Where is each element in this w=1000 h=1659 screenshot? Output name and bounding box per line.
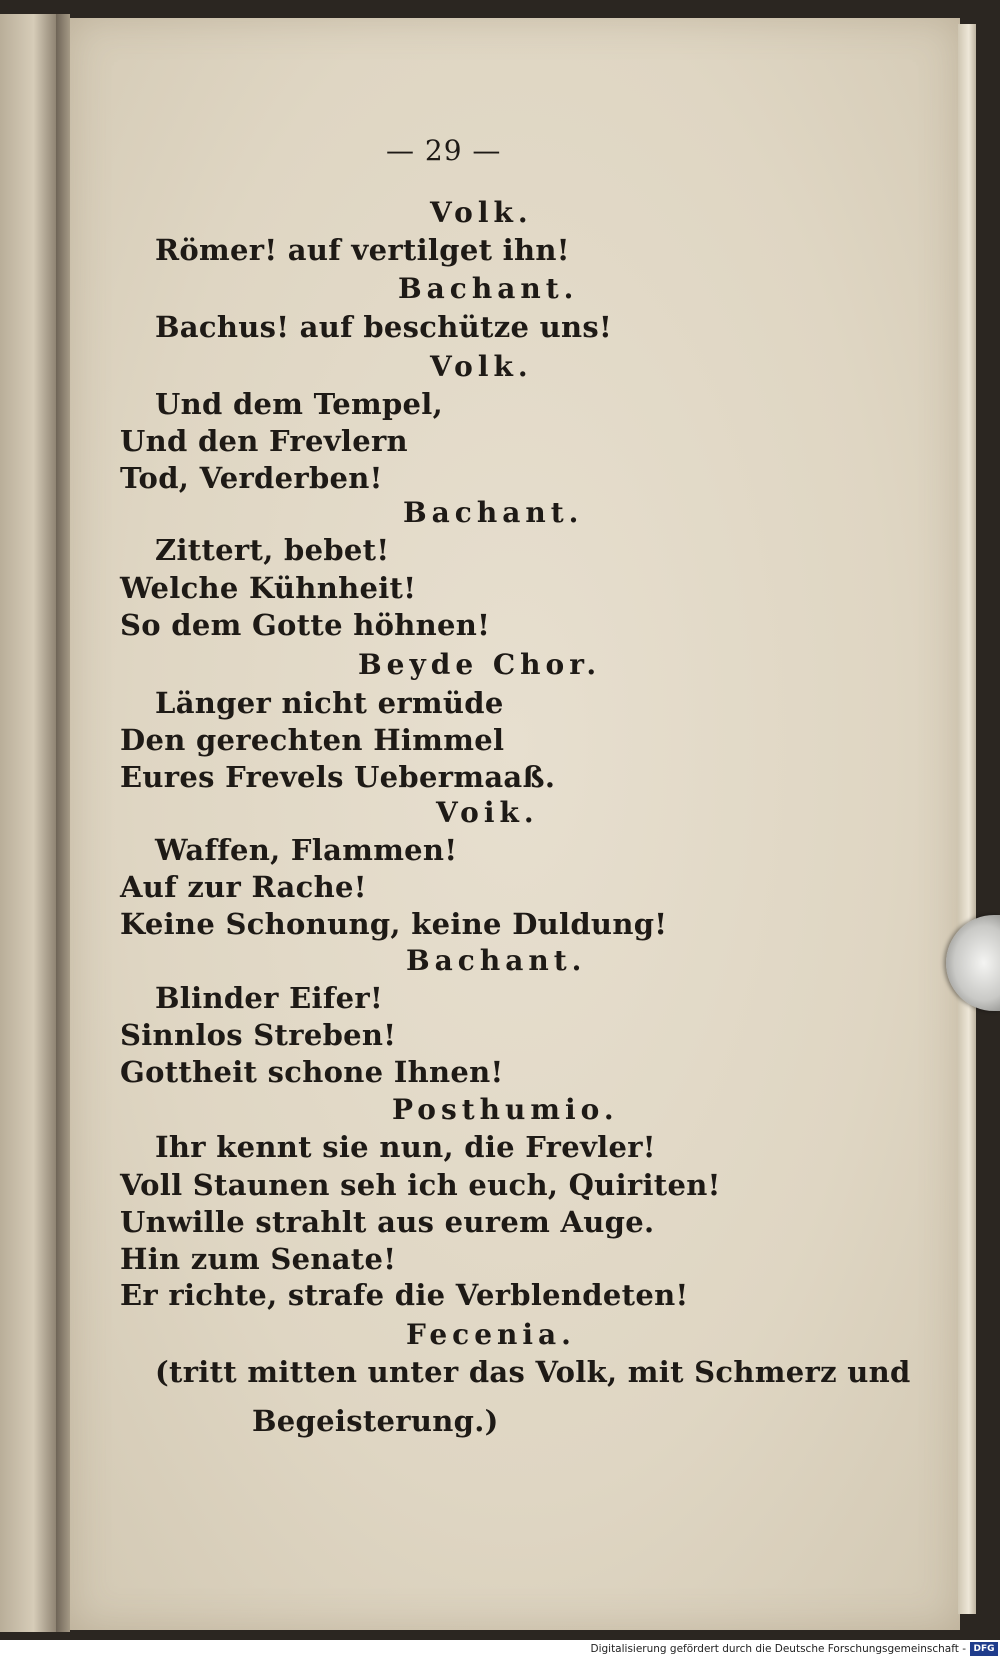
verse-line: Begeisterung.) [252,1404,499,1438]
verse-line: Römer! auf vertilget ihn! [155,233,570,267]
speaker-label: Fecenia. [406,1318,576,1351]
right-page-edge [958,24,976,1614]
verse-line: Und dem Tempel, [155,387,443,421]
verse-line: Tod, Verderben! [120,461,383,495]
dfg-logo: DFG [970,1642,998,1656]
speaker-label: Voik. [436,796,539,829]
speaker-label: Bachant. [403,496,584,529]
verse-line: Länger nicht ermüde [155,686,504,720]
verse-line: (tritt mitten unter das Volk, mit Schmerz und [155,1355,911,1389]
verse-line: Er richte, strafe die Verblendeten! [120,1278,689,1312]
page-number: — 29 — [386,134,502,167]
verse-line: Voll Staunen seh ich euch, Quiriten! [120,1168,721,1202]
speaker-label: Beyde Chor. [358,648,602,681]
left-page-edge [0,14,56,1632]
speaker-label: Posthumio. [392,1093,619,1126]
verse-line: Welche Kühnheit! [120,571,417,605]
verse-line: Auf zur Rache! [120,870,367,904]
verse-line: So dem Gotte höhnen! [120,608,491,642]
verse-line: Waffen, Flammen! [155,833,458,867]
verse-line: Ihr kennt sie nun, die Frevler! [155,1130,656,1164]
speaker-label: Bachant. [406,944,587,977]
verse-line: Eures Frevels Uebermaaß. [120,760,556,794]
verse-line: Blinder Eifer! [155,981,383,1015]
speaker-label: Volk. [430,350,533,383]
verse-line: Gottheit schone Ihnen! [120,1055,504,1089]
verse-line: Bachus! auf beschütze uns! [155,310,613,344]
book-gutter [56,14,70,1632]
verse-line: Keine Schonung, keine Duldung! [120,907,668,941]
speaker-label: Volk. [430,196,533,229]
verse-line: Den gerechten Himmel [120,723,505,757]
digitization-credit: Digitalisierung gefördert durch die Deutsche Forschungsgemeinschaft - [590,1643,966,1655]
verse-line: Unwille strahlt aus eurem Auge. [120,1205,655,1239]
verse-line: Und den Frevlern [120,424,408,458]
verse-line: Hin zum Senate! [120,1242,397,1276]
speaker-label: Bachant. [398,272,579,305]
verse-line: Zittert, bebet! [155,533,390,567]
verse-line: Sinnlos Streben! [120,1018,397,1052]
